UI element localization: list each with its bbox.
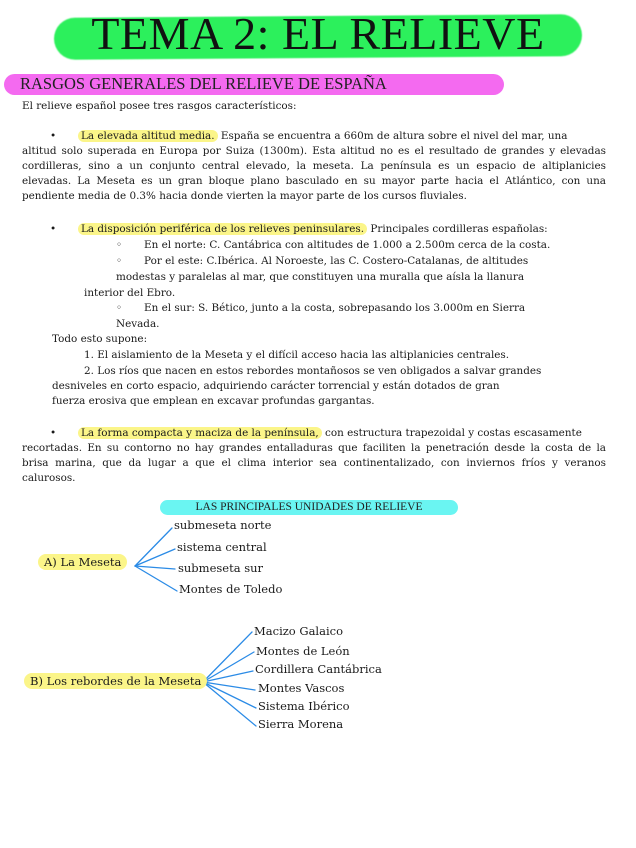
sub-bullet-icon: ◦ (116, 239, 123, 251)
sub-item-text: Nevada. (116, 318, 160, 330)
sub-bullet-icon: ◦ (116, 255, 123, 267)
sub-item-text: En el norte: C. Cantábrica con altitudes de 1.000 a 2.500m cerca de la costa. (144, 239, 551, 251)
meseta-item: submeseta sur (178, 561, 264, 575)
meseta-label (38, 555, 127, 569)
meseta-item: submeseta norte (174, 518, 272, 532)
bullet-icon: • (50, 427, 57, 439)
rasgo-3-line: recortadas. En su contorno no hay grandes entalladuras que faciliten la penetración desde la costa de la (22, 442, 606, 454)
rasgo-1-line: cordilleras, sino a un conjunto central elevado, la meseta. La península es un espacio de altiplanicies (22, 160, 606, 172)
meseta-label-text: A) La Meseta (38, 554, 127, 570)
meseta-item: sistema central (177, 540, 267, 554)
rasgo-3-line: calurosos. (22, 472, 76, 484)
point-item: fuerza erosiva que emplean en excavar profundas gargantas. (52, 395, 375, 407)
diagram-heading: LAS PRINCIPALES UNIDADES DE RELIEVE (195, 501, 423, 513)
rebordes-item: Sierra Morena (258, 717, 344, 731)
sub-item-text: modestas y paralelas al mar, que constituyen una muralla que aísla la llanura (116, 271, 525, 283)
rasgo-1-line: elevadas. La Meseta es un gran bloque plano basculado en su mayor parte hacia el Atlántico, con una (22, 175, 606, 187)
rebordes-item: Sistema Ibérico (258, 699, 350, 713)
connector-line (135, 566, 177, 591)
rebordes-item: Montes de León (256, 644, 350, 658)
connector-line (135, 566, 175, 569)
point-item: desniveles en corto espacio, adquiriendo carácter torrencial y están dotados de gran (52, 380, 500, 392)
rasgo-1-text: España se encuentra a 660m de altura sobre el nivel del mar, una (220, 130, 568, 142)
rasgo-3-highlight: La forma compacta y maciza de la península, (78, 427, 322, 439)
rebordes-item: Montes Vascos (258, 681, 345, 695)
rasgo-1-line: altitud solo superada en Europa por Suiza (1300m). Esta altitud no es el resultado de grandes y elevadas (22, 145, 606, 157)
meseta-item: Montes de Toledo (179, 582, 283, 596)
sub-bullet-icon: ◦ (116, 302, 123, 314)
section-title: RASGOS GENERALES DEL RELIEVE DE ESPAÑA (20, 74, 387, 93)
intro-text: El relieve español posee tres rasgos característicos: (22, 100, 297, 112)
connector-line (135, 549, 175, 566)
rasgo-3-text: con estructura trapezoidal y costas escasamente (325, 427, 582, 439)
sub-item-text: Por el este: C.Ibérica. Al Noroeste, las C. Costero-Catalanas, de altitudes (144, 255, 529, 267)
rebordes-label (24, 674, 207, 688)
rasgo-3-line: brisa marina, que da lugar a que el clima interior sea continentalizado, con inviernos fríos y veranos (22, 457, 606, 469)
rasgo-1-line: pendiente media de 0.3% hacia donde vierten la mayor parte de los cursos fluviales. (22, 190, 467, 202)
rasgo-1-highlight: La elevada altitud media. (78, 130, 218, 142)
supone-text: Todo esto supone: (52, 333, 148, 345)
sub-item-text: En el sur: S. Bético, junto a la costa, sobrepasando los 3.000m en Sierra (144, 302, 526, 314)
connector-line (135, 528, 172, 566)
point-item: 2. Los ríos que nacen en estos rebordes montañosos se ven obligados a salvar grandes (84, 365, 542, 377)
rebordes-label-text: B) Los rebordes de la Meseta (24, 673, 207, 689)
rebordes-item: Macizo Galaico (254, 624, 344, 638)
rasgo-2-text: Principales cordilleras españolas: (370, 223, 548, 235)
bullet-icon: • (50, 130, 57, 142)
point-item: 1. El aislamiento de la Meseta y el difícil acceso hacia las altiplanicies centrales. (84, 349, 510, 361)
sub-item-text: interior del Ebro. (84, 287, 176, 299)
rebordes-item: Cordillera Cantábrica (255, 662, 382, 676)
page-title: TEMA 2: EL RELIEVE (91, 8, 545, 59)
bullet-icon: • (50, 223, 57, 235)
rasgo-2-highlight: La disposición periférica de los relieves peninsulares. (78, 223, 367, 235)
connector-line (203, 671, 253, 682)
